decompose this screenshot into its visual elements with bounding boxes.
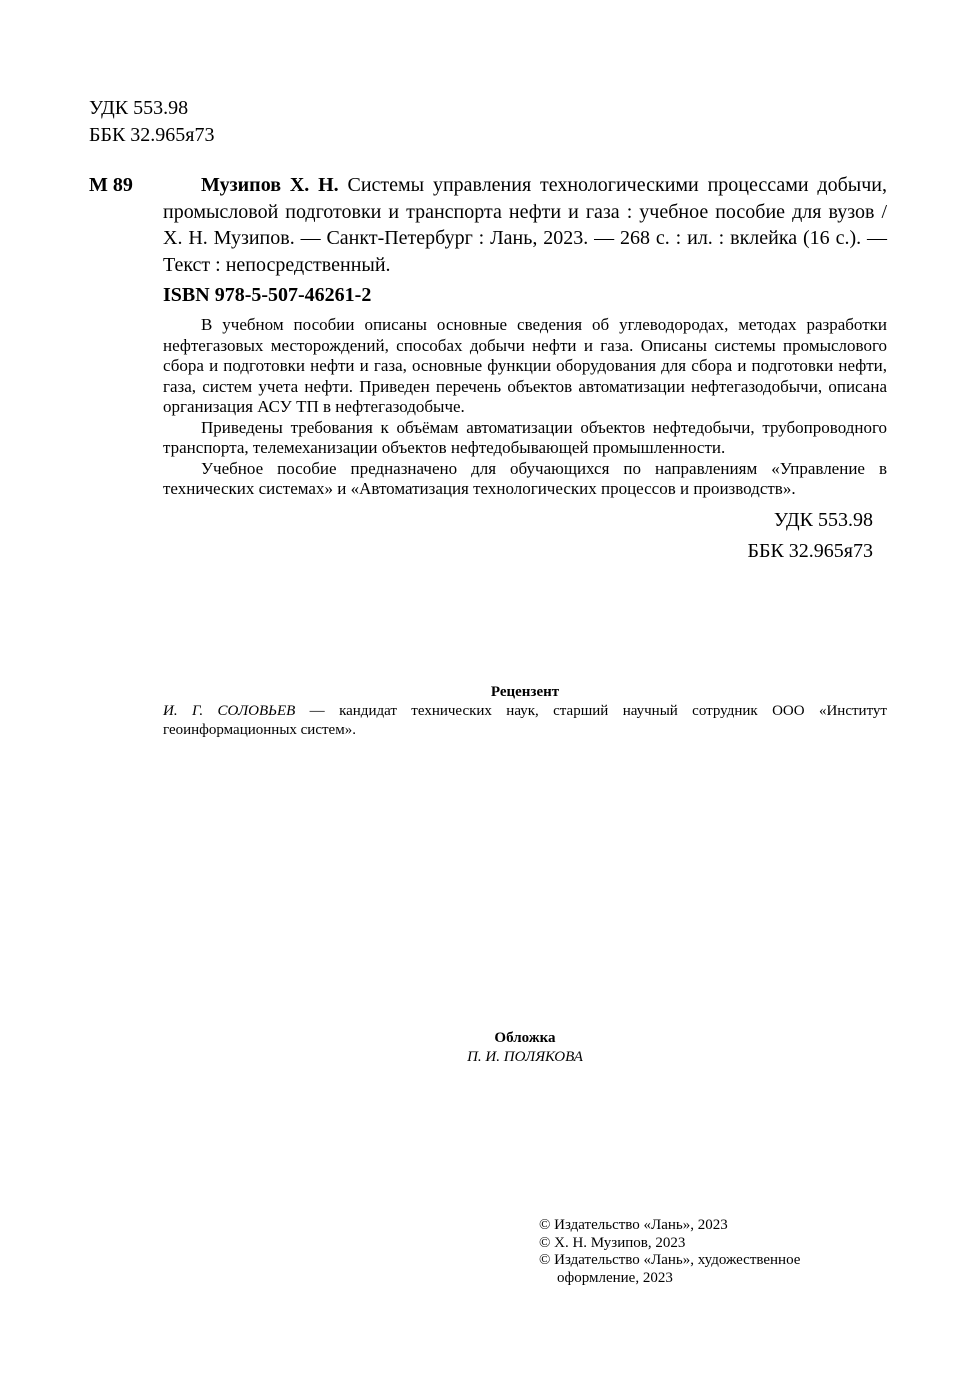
- udk-code: УДК 553.98: [89, 97, 189, 119]
- bottom-classification-codes: [700, 505, 873, 567]
- copyright-line: © Х. Н. Музипов, 2023: [539, 1234, 686, 1251]
- bibliographic-record: [163, 172, 887, 278]
- copyright-block: [539, 1217, 879, 1287]
- annotation-paragraph: Приведены требования к объёмам автоматизации объектов нефтедобычи, трубопроводного транспорта, телемеханизации объектов нефтедобывающей промышленности.: [163, 417, 887, 457]
- top-classification-codes: [89, 95, 215, 149]
- cover-designer: П. И. ПОЛЯКОВА: [467, 1049, 583, 1065]
- bbk-code: ББК 32.965я73: [89, 124, 215, 146]
- annotation-paragraph: Учебное пособие предназначено для обучающихся по направлениям «Управление в технических системах» и «Автоматизация технологических процессов и производств».: [163, 458, 887, 498]
- copyright-line: оформление, 2023: [557, 1269, 673, 1286]
- isbn: ISBN 978-5-507-46261-2: [163, 284, 372, 306]
- annotation-paragraph: В учебном пособии описаны основные сведения об углеводородах, методах разработки нефтегазовых месторождений, способах добычи нефти и газа. Описаны системы промыслового сбора и подготовки нефти и газа, основные функции оборудования для сбора и подготовки нефти, газа, систем учета нефти. Приведен перечень объектов автоматизации нефтегазодобычи, описана организация АСУ ТП в нефтегазодобыче.: [163, 315, 887, 416]
- copyright-line: © Издательство «Лань», 2023: [539, 1217, 728, 1233]
- reviewer-description: — кандидат технических наук, старший научный сотрудник ООО «Институт геоинформационных систем».: [163, 703, 887, 738]
- author-mark: М 89: [89, 174, 133, 196]
- bibliographic-description: Системы управления технологическими процессами добычи, промысловой подготовки и транспорта нефти и газа : учебное пособие для вузов / Х. Н. Музипов. — Санкт-Петербург : Лань, 2023. — 268 с. : ил. : вклейка (16 с.). — Текст : непосредственный.: [163, 174, 887, 276]
- reviewer-name: И. Г. СОЛОВЬЕВ: [163, 703, 296, 719]
- copyright-line: © Издательство «Лань», художественное: [539, 1252, 801, 1268]
- author-name: Музипов Х. Н.: [201, 174, 339, 196]
- annotation: [163, 315, 887, 500]
- reviewer-info: [163, 702, 887, 740]
- udk-code: УДК 553.98: [773, 509, 873, 531]
- reviewer-heading: Рецензент: [490, 684, 560, 700]
- bbk-code: ББК 32.965я73: [747, 540, 873, 562]
- cover-heading: Обложка: [494, 1030, 556, 1046]
